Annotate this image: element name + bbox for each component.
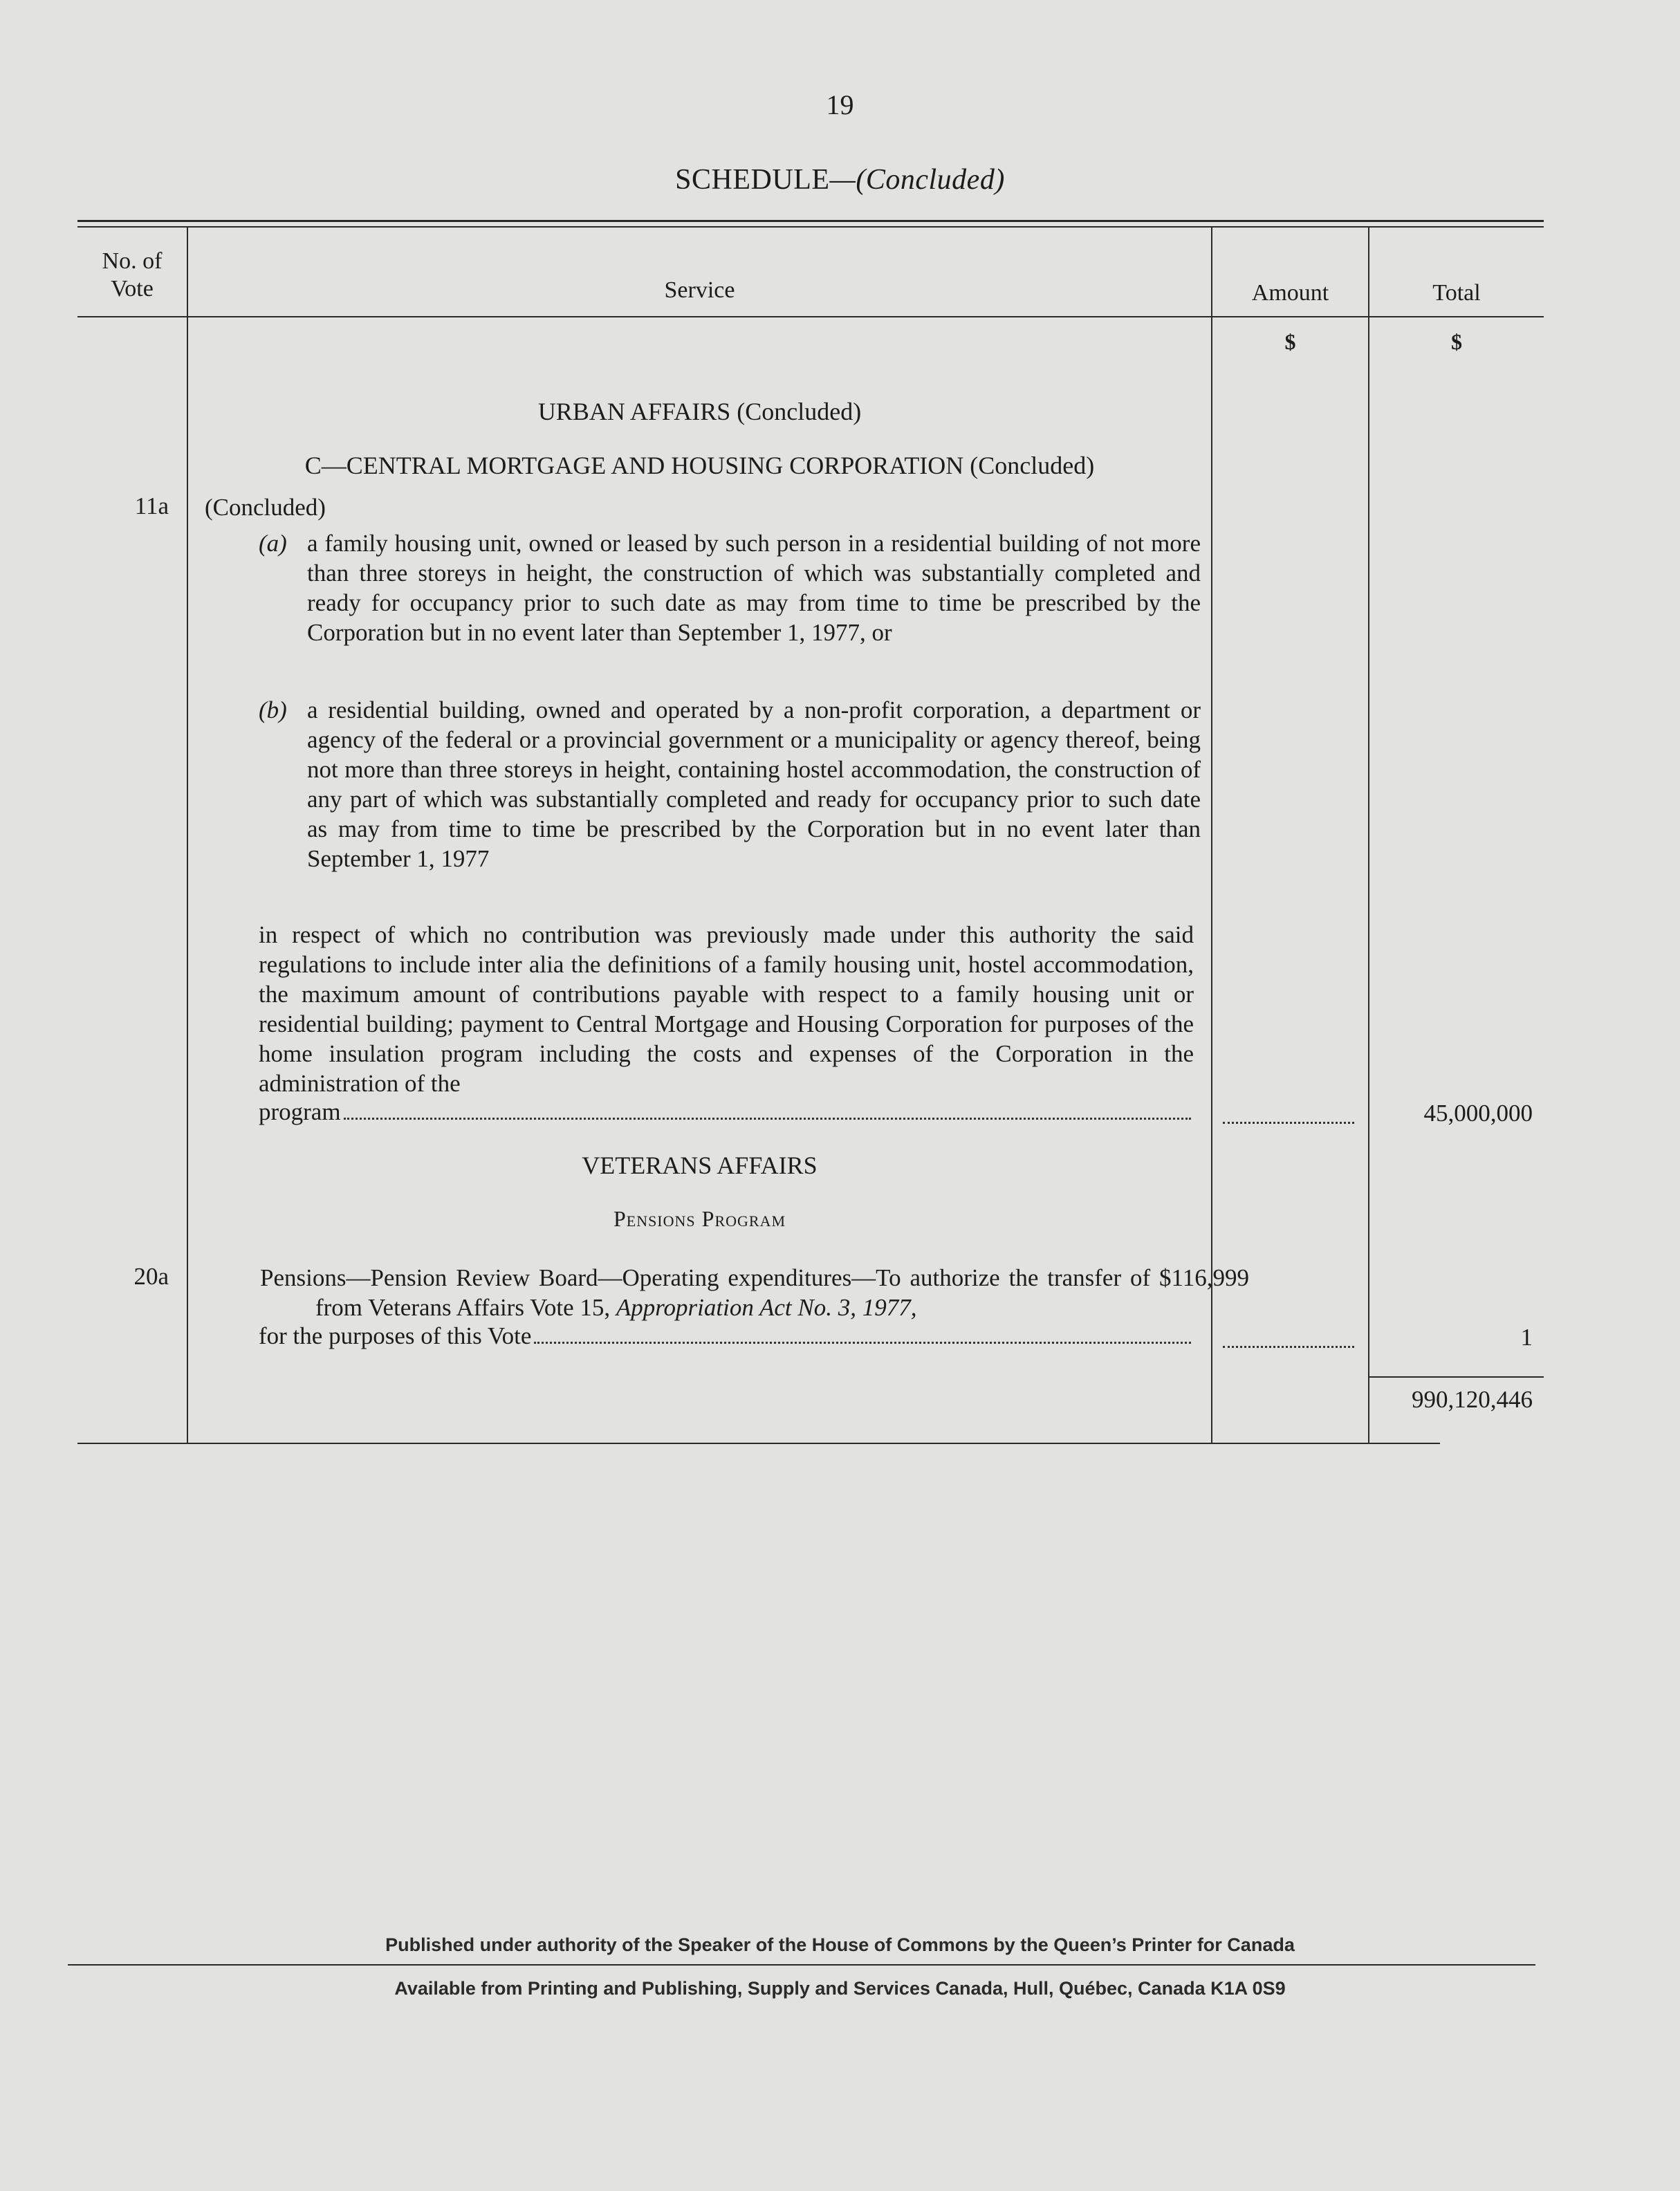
table-top-rule-1 <box>77 220 1544 222</box>
vote-20a-leader-dots <box>534 1342 1191 1344</box>
closing-paragraph: in respect of which no contribution was previously made under this authority the said regulations to include inter alia the definitions of a family housing unit, hostel accommodation, the maximum amount of contributions payable with respect to a family housing unit or residential building; payment to Central Mortgage and Housing Corporation for purposes of the home insulation program including the costs and expenses of the Corporation in the administration of the <box>259 921 1194 1097</box>
header-amount: Amount <box>1251 280 1329 306</box>
total-unit: $ <box>1451 329 1462 354</box>
item-a <box>259 528 1201 647</box>
column-divider-total <box>1368 228 1369 1444</box>
amount-leader-dots-20a <box>1223 1346 1354 1348</box>
schedule-title-suffix: —(Concluded) <box>829 164 1005 196</box>
cmhc-subheading: C—CENTRAL MORTGAGE AND HOUSING CORPORATION (Concluded) <box>304 452 1095 479</box>
table-bottom-rule <box>77 1443 1440 1444</box>
closing-last-line <box>259 1098 1194 1126</box>
urban-affairs-total: 45,000,000 <box>1423 1100 1533 1127</box>
table-top-rule-2 <box>77 226 1544 228</box>
item-a-text: a family housing unit, owned or leased by such person in a residential building of not more than three storeys in height, the construction of which was substantially completed and ready for occupancy prior to such date as may from time to time be prescribed by the Corporation but in no event later than September 1, 1977, or <box>307 530 1201 646</box>
footer-divider <box>68 1964 1535 1966</box>
total-column-subtotal-rule <box>1369 1376 1544 1378</box>
footer-availability-line: Available from Printing and Publishing, Supply and Services Canada, Hull, Québec, Canada K1A 0S9 <box>394 1978 1286 1999</box>
table-header-rule <box>77 316 1544 317</box>
vote-number-11a: 11a <box>134 492 169 519</box>
header-vote-line1: No. of <box>102 248 163 274</box>
header-total: Total <box>1432 280 1481 306</box>
closing-last-word: program <box>259 1098 341 1125</box>
schedule-title-main: SCHEDULE <box>675 164 830 196</box>
urban-affairs-heading: URBAN AFFAIRS (Concluded) <box>537 398 862 425</box>
page-number: 19 <box>826 89 854 120</box>
vote-20a-text <box>260 1263 1249 1322</box>
vote-11a-label: (Concluded) <box>205 494 326 521</box>
amount-leader-dots-11a <box>1223 1122 1354 1124</box>
closing-leader-dots <box>344 1118 1191 1120</box>
header-vote-number <box>77 248 187 303</box>
vote-20a-last-line <box>259 1322 1194 1350</box>
item-b-marker: (b) <box>259 696 287 723</box>
vote-20a-text-start: Pensions—Pension Review Board—Operating expenditures—To authorize the transfer of $116,999 from Veterans Affairs Vote 15, <box>260 1264 1249 1321</box>
column-divider-amount <box>1211 228 1212 1444</box>
header-service: Service <box>664 277 735 303</box>
grand-total: 990,120,446 <box>1412 1386 1533 1413</box>
veterans-affairs-total: 1 <box>1520 1324 1533 1351</box>
amount-unit: $ <box>1284 329 1296 354</box>
item-b-text: a residential building, owned and operated by a non-profit corporation, a department or agency of the federal or a provincial government or a municipality or agency thereof, being not more than three storeys in height, containing hostel accommodation, the construction of any part of which was substantially completed and ready for occupancy prior to such date as may from time to time be prescribed by the Corporation but in no event later than September 1, 1977 <box>307 696 1201 872</box>
vote-number-20a: 20a <box>133 1263 169 1290</box>
item-a-marker: (a) <box>259 530 287 557</box>
footer-publisher-line: Published under authority of the Speaker of the House of Commons by the Queen’s Printer for Canada <box>385 1934 1295 1955</box>
pensions-program-heading: Pensions Program <box>613 1206 786 1231</box>
vote-20a-act-title: Appropriation Act No. 3, 1977, <box>616 1294 917 1321</box>
header-vote-line2: Vote <box>111 276 154 302</box>
item-b <box>259 695 1201 873</box>
veterans-affairs-heading: VETERANS AFFAIRS <box>582 1152 818 1179</box>
schedule-title <box>0 163 1680 196</box>
vote-20a-text-end: for the purposes of this Vote <box>259 1322 532 1349</box>
